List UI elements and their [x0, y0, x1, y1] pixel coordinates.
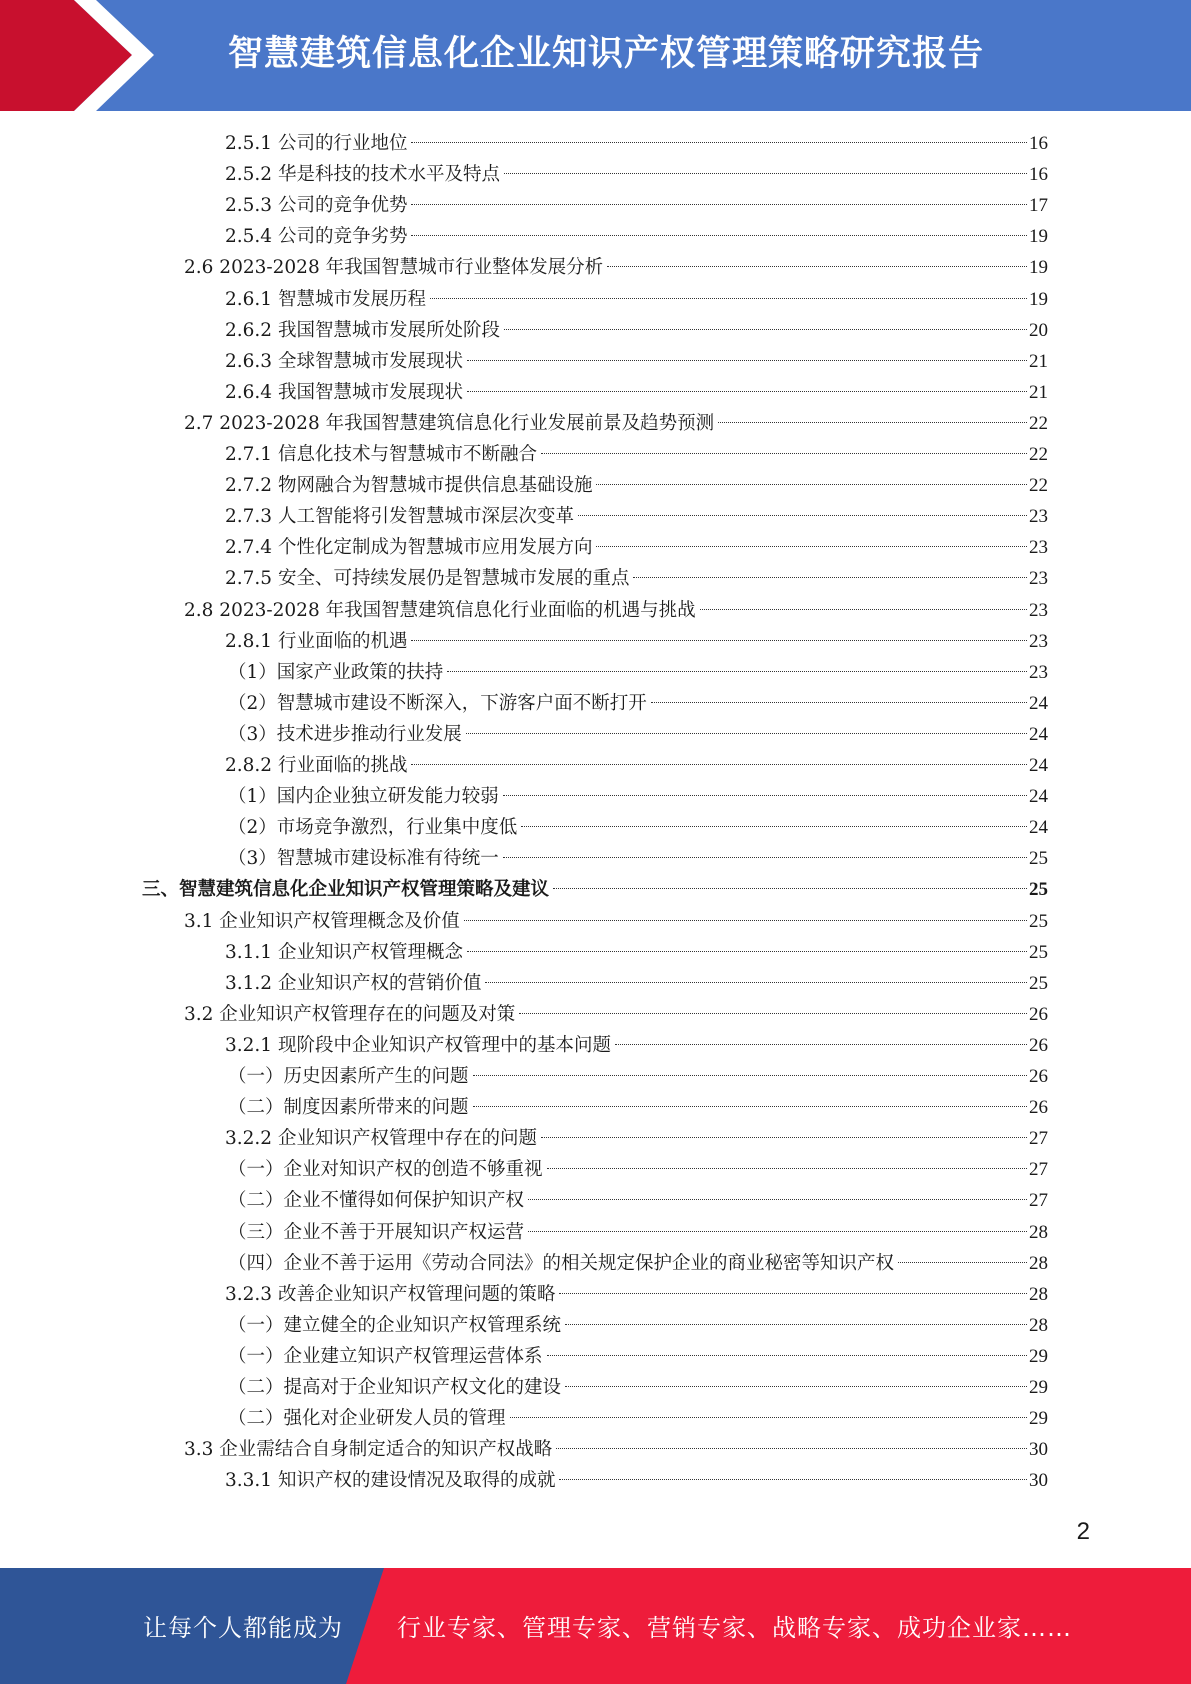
toc-entry[interactable] — [225, 315, 1048, 346]
toc-entry-title: 3.2.1 现阶段中企业知识产权管理中的基本问题 — [225, 1034, 611, 1056]
toc-entry-page: 19 — [1029, 257, 1048, 279]
toc-entry-page: 23 — [1029, 506, 1048, 528]
toc-entry[interactable] — [225, 1465, 1048, 1496]
toc-entry[interactable] — [225, 937, 1048, 968]
toc-leader-dots — [565, 1386, 1027, 1387]
toc-entry-title: （1）国内企业独立研发能力较弱 — [228, 786, 499, 808]
toc-entry-title: （2）市场竞争激烈，行业集中度低 — [228, 817, 518, 839]
toc-entry-title: （2）智慧城市建设不断深入，下游客户面不断打开 — [228, 692, 647, 714]
toc-entry[interactable] — [184, 595, 1048, 626]
toc-entry-title: 2.7.3 人工智能将引发智慧城市深层次变革 — [225, 506, 574, 528]
footer-banner — [0, 1568, 1191, 1684]
toc-entry[interactable] — [225, 1030, 1048, 1061]
toc-leader-dots — [633, 577, 1027, 578]
toc-entry[interactable] — [228, 1372, 1048, 1403]
toc-entry-page: 21 — [1029, 350, 1048, 372]
toc-entry-title: （二）提高对于企业知识产权文化的建设 — [228, 1377, 562, 1398]
toc-entry-title: 2.5.4 公司的竞争劣势 — [225, 226, 408, 248]
toc-entry[interactable] — [228, 843, 1048, 874]
toc-entry-title: （一）建立健全的企业知识产权管理系统 — [228, 1314, 562, 1336]
toc-entry-title: 3.1 企业知识产权管理概念及价值 — [184, 910, 460, 932]
toc-entry-page: 23 — [1029, 537, 1048, 559]
toc-entry[interactable] — [225, 439, 1048, 470]
toc-entry-page: 20 — [1029, 319, 1048, 341]
toc-entry-title: （一）企业建立知识产权管理运营体系 — [228, 1345, 543, 1367]
toc-entry-page: 27 — [1029, 1159, 1048, 1181]
toc-entry-page: 24 — [1029, 786, 1048, 808]
toc-leader-dots — [607, 266, 1027, 267]
toc-leader-dots — [898, 1262, 1027, 1263]
toc-entry-title: （3）技术进步推动行业发展 — [228, 723, 462, 745]
toc-entry[interactable] — [228, 1185, 1048, 1216]
toc-leader-dots — [541, 1137, 1027, 1138]
toc-entry-page: 16 — [1029, 133, 1048, 154]
toc-entry[interactable] — [228, 688, 1048, 719]
toc-entry[interactable] — [225, 750, 1048, 781]
toc-leader-dots — [411, 142, 1027, 143]
toc-leader-dots — [718, 422, 1027, 423]
toc-leader-dots — [510, 1417, 1027, 1418]
toc-entry[interactable] — [142, 874, 1048, 905]
toc-entry[interactable] — [225, 221, 1048, 252]
toc-entry-page: 26 — [1029, 1003, 1048, 1025]
toc-entry-page: 24 — [1029, 817, 1048, 839]
toc-entry[interactable] — [228, 719, 1048, 750]
document-title: 智慧建筑信息化企业知识产权管理策略研究报告 — [228, 34, 985, 74]
toc-entry-title: 2.8.1 行业面临的机遇 — [225, 630, 408, 652]
toc-entry[interactable] — [225, 470, 1048, 501]
toc-entry[interactable] — [228, 1092, 1048, 1123]
toc-entry-title: 3.3 企业需结合自身制定适合的知识产权战略 — [184, 1439, 553, 1461]
toc-entry-title: 2.6 2023-2028 年我国智慧城市行业整体发展分析 — [184, 257, 604, 279]
toc-leader-dots — [596, 546, 1027, 547]
toc-leader-dots — [528, 1199, 1027, 1200]
toc-entry-page: 25 — [1029, 972, 1048, 994]
toc-leader-dots — [559, 1479, 1027, 1480]
toc-entry-title: 3.1.2 企业知识产权的营销价值 — [225, 972, 482, 994]
toc-entry[interactable] — [225, 346, 1048, 377]
toc-leader-dots — [547, 1168, 1027, 1169]
toc-leader-dots — [447, 671, 1027, 672]
toc-entry-page: 25 — [1029, 848, 1048, 870]
toc-leader-dots — [521, 826, 1027, 827]
toc-entry-page: 22 — [1029, 475, 1048, 497]
toc-leader-dots — [467, 951, 1027, 952]
toc-leader-dots — [485, 982, 1027, 983]
toc-entry[interactable] — [228, 1403, 1048, 1434]
toc-entry-title: 2.6.4 我国智慧城市发展现状 — [225, 381, 463, 403]
toc-leader-dots — [578, 515, 1027, 516]
toc-entry-title: （二）强化对企业研发人员的管理 — [228, 1408, 506, 1430]
toc-entry-page: 29 — [1029, 1408, 1048, 1430]
toc-entry[interactable] — [184, 252, 1048, 283]
toc-entry-page: 23 — [1029, 568, 1048, 590]
toc-entry-title: 三、智慧建筑信息化企业知识产权管理策略及建议 — [142, 879, 550, 901]
toc-entry-page: 26 — [1029, 1066, 1048, 1087]
toc-entry-page: 25 — [1029, 879, 1048, 901]
toc-entry-page: 27 — [1029, 1190, 1048, 1212]
toc-entry-page: 30 — [1029, 1470, 1048, 1492]
toc-entry-page: 28 — [1029, 1314, 1048, 1336]
toc-entry-title: 2.7.2 物网融合为智慧城市提供信息基础设施 — [225, 475, 593, 497]
toc-entry-page: 28 — [1029, 1283, 1048, 1305]
toc-entry-page: 29 — [1029, 1345, 1048, 1367]
toc-entry[interactable] — [225, 190, 1048, 221]
toc-entry-page: 26 — [1029, 1097, 1048, 1119]
toc-leader-dots — [464, 920, 1027, 921]
toc-leader-dots — [700, 609, 1027, 610]
toc-leader-dots — [411, 640, 1027, 641]
toc-entry[interactable] — [228, 1154, 1048, 1185]
toc-leader-dots — [411, 764, 1027, 765]
toc-entry-page: 23 — [1029, 599, 1048, 621]
toc-entry-title: 2.8.2 行业面临的挑战 — [225, 755, 408, 776]
toc-entry[interactable] — [228, 657, 1048, 688]
toc-entry-title: 2.6.3 全球智慧城市发展现状 — [225, 350, 463, 372]
toc-entry[interactable] — [225, 377, 1048, 408]
toc-entry-page: 17 — [1029, 195, 1048, 217]
footer-slogan: 让每个人都能成为 — [143, 1614, 343, 1642]
toc-entry[interactable] — [228, 1248, 1048, 1279]
toc-entry-page: 19 — [1029, 288, 1048, 310]
toc-leader-dots — [547, 1355, 1027, 1356]
toc-leader-dots — [504, 173, 1027, 174]
toc-entry-title: 2.7 2023-2028 年我国智慧建筑信息化行业发展前景及趋势预测 — [184, 412, 715, 434]
toc-entry-title: （二）制度因素所带来的问题 — [228, 1097, 469, 1119]
toc-entry-page: 24 — [1029, 692, 1048, 714]
toc-entry[interactable] — [225, 532, 1048, 563]
toc-leader-dots — [411, 235, 1027, 236]
toc-entry-page: 22 — [1029, 412, 1048, 434]
toc-entry[interactable] — [228, 781, 1048, 812]
toc-entry-title: 2.5.2 华是科技的技术水平及特点 — [225, 164, 500, 186]
toc-leader-dots — [504, 329, 1027, 330]
toc-entry-page: 24 — [1029, 755, 1048, 776]
toc-leader-dots — [503, 857, 1027, 858]
toc-entry[interactable] — [225, 159, 1048, 190]
toc-entry-title: （四）企业不善于运用《劳动合同法》的相关规定保护企业的商业秘密等知识产权 — [228, 1252, 895, 1274]
toc-leader-dots — [467, 391, 1027, 392]
toc-entry[interactable] — [228, 1061, 1048, 1092]
toc-entry-title: （3）智慧城市建设标准有待统一 — [228, 848, 499, 870]
toc-entry-title: （二）企业不懂得如何保护知识产权 — [228, 1190, 525, 1212]
toc-entry-page: 16 — [1029, 164, 1048, 186]
toc-entry[interactable] — [228, 1217, 1048, 1248]
toc-leader-dots — [528, 1231, 1027, 1232]
toc-entry[interactable] — [225, 968, 1048, 999]
toc-leader-dots — [556, 1448, 1027, 1449]
toc-leader-dots — [651, 702, 1027, 703]
toc-leader-dots — [473, 1106, 1027, 1107]
toc-entry-page: 30 — [1029, 1439, 1048, 1461]
toc-entry-page: 19 — [1029, 226, 1048, 248]
toc-entry[interactable] — [225, 626, 1048, 657]
toc-leader-dots — [553, 888, 1027, 889]
toc-entry[interactable] — [225, 128, 1048, 159]
toc-entry-title: 2.7.1 信息化技术与智慧城市不断融合 — [225, 444, 537, 465]
toc-entry-title: 2.6.1 智慧城市发展历程 — [225, 288, 426, 310]
toc-entry[interactable] — [184, 906, 1048, 937]
toc-entry-title: 2.5.3 公司的竞争优势 — [225, 195, 408, 217]
toc-leader-dots — [541, 453, 1027, 454]
toc-entry[interactable] — [184, 1434, 1048, 1465]
toc-entry-title: 3.2 企业知识产权管理存在的问题及对策 — [184, 1003, 516, 1025]
toc-entry[interactable] — [184, 999, 1048, 1030]
toc-entry-title: 3.2.3 改善企业知识产权管理问题的策略 — [225, 1283, 556, 1305]
toc-leader-dots — [565, 1324, 1027, 1325]
toc-entry-title: （一）企业对知识产权的创造不够重视 — [228, 1159, 543, 1181]
toc-leader-dots — [473, 1075, 1027, 1076]
toc-entry[interactable] — [228, 1310, 1048, 1341]
toc-leader-dots — [519, 1013, 1027, 1014]
toc-entry[interactable] — [225, 1123, 1048, 1154]
toc-entry[interactable] — [228, 1341, 1048, 1372]
toc-leader-dots — [503, 795, 1027, 796]
toc-entry-title: 2.8 2023-2028 年我国智慧建筑信息化行业面临的机遇与挑战 — [184, 599, 696, 621]
toc-entry-title: 2.5.1 公司的行业地位 — [225, 133, 408, 154]
toc-leader-dots — [411, 204, 1027, 205]
toc-entry[interactable] — [225, 1279, 1048, 1310]
toc-entry[interactable] — [184, 408, 1048, 439]
toc-leader-dots — [615, 1044, 1027, 1045]
toc-leader-dots — [559, 1293, 1027, 1294]
toc-entry-page: 28 — [1029, 1221, 1048, 1243]
toc-entry-title: （一）历史因素所产生的问题 — [228, 1066, 469, 1087]
toc-entry-title: 3.3.1 知识产权的建设情况及取得的成就 — [225, 1470, 556, 1492]
toc-leader-dots — [430, 298, 1027, 299]
toc-entry-page: 27 — [1029, 1128, 1048, 1150]
toc-entry-page: 26 — [1029, 1034, 1048, 1056]
footer-expert-list: 行业专家、管理专家、营销专家、战略专家、成功企业家…… — [397, 1614, 1072, 1642]
toc-entry-page: 21 — [1029, 381, 1048, 403]
toc-entry-title: 3.1.1 企业知识产权管理概念 — [225, 941, 463, 963]
page-number: 2 — [1076, 1518, 1090, 1545]
toc-entry-title: （1）国家产业政策的扶持 — [228, 661, 444, 683]
toc-entry[interactable] — [225, 284, 1048, 315]
toc-entry-page: 25 — [1029, 941, 1048, 963]
toc-entry-title: （三）企业不善于开展知识产权运营 — [228, 1221, 525, 1243]
toc-entry[interactable] — [225, 563, 1048, 594]
toc-entry-page: 29 — [1029, 1377, 1048, 1398]
toc-entry-title: 2.6.2 我国智慧城市发展所处阶段 — [225, 319, 500, 341]
toc-entry-page: 28 — [1029, 1252, 1048, 1274]
header-banner — [0, 0, 1191, 111]
toc-entry-page: 24 — [1029, 723, 1048, 745]
toc-leader-dots — [467, 360, 1027, 361]
toc-entry-title: 3.2.2 企业知识产权管理中存在的问题 — [225, 1128, 537, 1150]
toc-entry[interactable] — [228, 812, 1048, 843]
toc-leader-dots — [596, 484, 1027, 485]
toc-entry-page: 23 — [1029, 630, 1048, 652]
toc-leader-dots — [466, 733, 1027, 734]
toc-entry-page: 23 — [1029, 661, 1048, 683]
toc-entry-title: 2.7.4 个性化定制成为智慧城市应用发展方向 — [225, 537, 593, 559]
toc-entry-page: 22 — [1029, 444, 1048, 465]
toc-entry-page: 25 — [1029, 910, 1048, 932]
toc-entry[interactable] — [225, 501, 1048, 532]
toc-entry-title: 2.7.5 安全、可持续发展仍是智慧城市发展的重点 — [225, 568, 630, 590]
